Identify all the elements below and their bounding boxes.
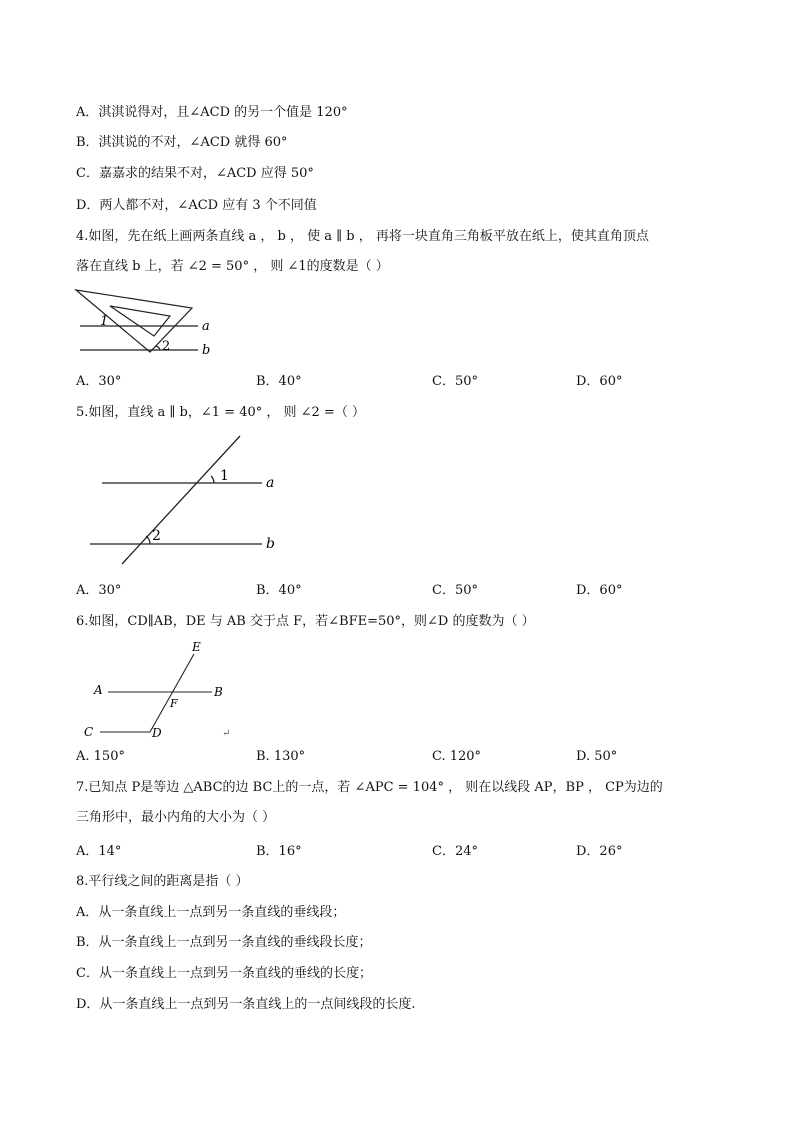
- q4-option-a: A．30°: [76, 374, 122, 389]
- q5-label-1: 1: [220, 468, 229, 484]
- q4-triangle-inner: [110, 306, 170, 336]
- q4-stem-line2: 落在直线 b 上，若 ∠2 = 50° ， 则 ∠1的度数是（ ）: [76, 259, 389, 274]
- q6-option-c: C. 120°: [432, 749, 482, 764]
- q4-label-b: b: [202, 343, 211, 358]
- q6-label-f: F: [170, 697, 178, 710]
- q5-figure: [80, 428, 300, 568]
- q6-stem: 6.如图，CD∥AB，DE 与 AB 交于点 F，若∠BFE=50°，则∠D 的度数为（ ）: [76, 614, 535, 629]
- q5-label-b: b: [266, 536, 275, 552]
- q4-option-d: D．60°: [576, 374, 623, 389]
- q3-option-b: B．淇淇说的不对，∠ACD 就得 60°: [76, 135, 288, 150]
- q8-option-c: C．从一条直线上一点到另一条直线的垂线的长度；: [76, 966, 372, 981]
- q6-option-b: B. 130°: [256, 749, 306, 764]
- q3-option-c: C．嘉嘉求的结果不对，∠ACD 应得 50°: [76, 166, 314, 181]
- q6-paragraph-mark: ↵: [222, 728, 231, 739]
- q6-label-d: D: [152, 726, 162, 740]
- q8-option-d: D．从一条直线上一点到另一条直线上的一点间线段的长度.: [76, 997, 416, 1012]
- q5-angle1-arc: [211, 476, 214, 483]
- q4-option-c: C．50°: [432, 374, 478, 389]
- q6-line-de: [150, 654, 194, 732]
- q4-angle2-arc: [156, 346, 160, 350]
- q8-option-a: A．从一条直线上一点到另一条直线的垂线段；: [76, 905, 346, 920]
- q4-figure: [70, 284, 230, 364]
- q5-label-2: 2: [152, 528, 161, 544]
- q7-option-c: C．24°: [432, 844, 478, 859]
- q5-option-b: B．40°: [256, 583, 302, 598]
- q6-figure: [80, 636, 240, 742]
- q4-option-b: B．40°: [256, 374, 302, 389]
- q6-label-c: C: [84, 725, 94, 739]
- q7-option-d: D．26°: [576, 844, 623, 859]
- q3-option-a: A．淇淇说得对，且∠ACD 的另一个值是 120°: [76, 105, 348, 120]
- q8-stem: 8.平行线之间的距离是指（ ）: [76, 874, 249, 889]
- q4-label-a: a: [202, 319, 210, 334]
- q8-option-b: B．从一条直线上一点到另一条直线的垂线段长度；: [76, 935, 372, 950]
- q5-angle2-arc: [146, 536, 150, 544]
- q6-option-d: D. 50°: [576, 749, 618, 764]
- q4-triangle-outer: [76, 290, 192, 352]
- q6-label-e: E: [192, 640, 201, 654]
- q5-label-a: a: [266, 475, 275, 491]
- q5-option-c: C．50°: [432, 583, 478, 598]
- q5-option-d: D．60°: [576, 583, 623, 598]
- q6-label-a: A: [94, 683, 103, 697]
- q5-transversal: [122, 436, 240, 564]
- q3-option-d: D．两人都不对，∠ACD 应有 3 个不同值: [76, 198, 317, 213]
- q5-stem: 5.如图，直线 a ∥ b，∠1 = 40° ， 则 ∠2 =（ ）: [76, 405, 365, 420]
- q5-option-a: A．30°: [76, 583, 122, 598]
- q7-option-b: B．16°: [256, 844, 302, 859]
- q7-stem-line1: 7.已知点 P是等边 △ABC的边 BC上的一点，若 ∠APC = 104° ， 则在以线段 AP，BP ， CP为边的: [76, 780, 663, 795]
- q4-stem-line1: 4.如图，先在纸上画两条直线 a ， b ， 使 a ∥ b ， 再将一块直角三角板平放在纸上，使其直角顶点: [76, 229, 649, 244]
- q4-label-2: 2: [162, 339, 171, 354]
- q7-stem-line2: 三角形中，最小内角的大小为（ ）: [76, 810, 276, 825]
- q4-label-1: 1: [100, 314, 109, 329]
- q6-label-b: B: [214, 685, 223, 699]
- q6-option-a: A. 150°: [76, 749, 125, 764]
- q7-option-a: A．14°: [76, 844, 122, 859]
